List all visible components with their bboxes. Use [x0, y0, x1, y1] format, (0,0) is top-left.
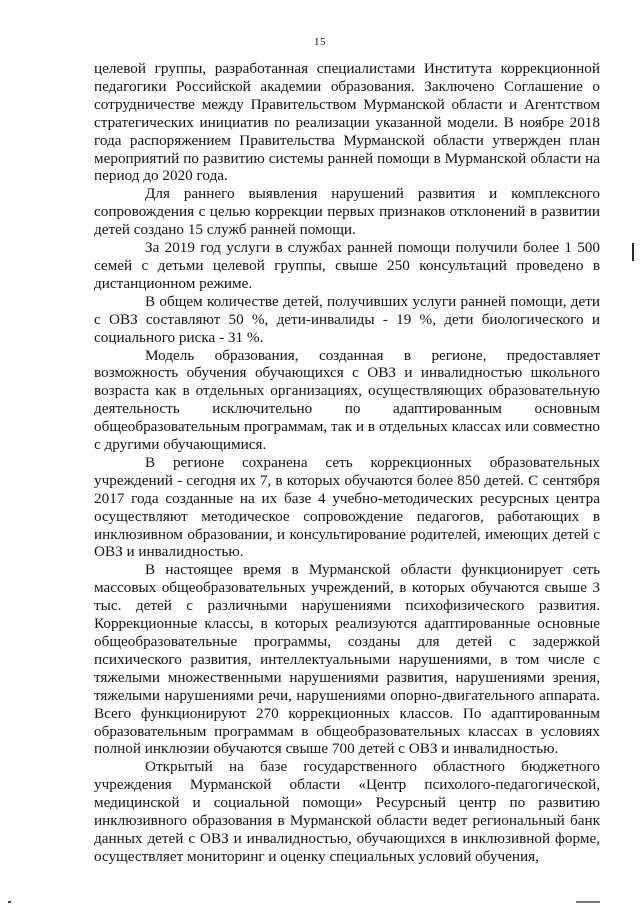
paragraph: За 2019 год услуги в службах ранней помощи получили более 1 500 семей с детьми целевой группы, свыше 250 консультаций проведено в дистанционном режиме.: [94, 239, 600, 292]
paragraph: В настоящее время в Мурманской области функционирует сеть массовых общеобразовательных учреждений, в которых обучаются свыше 3 тыс. детей с различными нарушениями психофизического развития. Коррекционные классы, в которых реализуются адаптированные основные общеобразовательные программы, созданы для детей с задержкой психического развития, интеллектуальными нарушениями, в том числе с тяжелыми множественными нарушениями развития, нарушениями зрения, тяжелыми нарушениями речи, нарушениями опорно-двигательного аппарата. Всего функционируют 270 коррекционных классов. По адаптированным образовательным программам в общеобразовательных классах в условиях полной инклюзии обучаются свыше 700 детей с ОВЗ и инвалидностью.: [94, 561, 600, 758]
paragraph-continued: целевой группы, разработанная специалистами Института коррекционной педагогики Российской академии образования. Заключено Соглашение о сотрудничестве между Правительством Мурманской области и Агентством стратегических инициатив по реализации указанной модели. В ноябре 2018 года распоряжением Правительства Мурманской области утвержден план мероприятий по развитию системы ранней помощи в Мурманской области на период до 2020 года.: [94, 60, 600, 185]
paragraph: В регионе сохранена сеть коррекционных образовательных учреждений - сегодня их 7, в которых обучаются более 850 детей. С сентября 2017 года созданные на их базе 4 учебно-методических ресурсных центра осуществляют методическое сопровождение педагогов, работающих в инклюзивном образовании, и консультирование родителей, имеющих детей с ОВЗ и инвалидностью.: [94, 453, 600, 561]
scan-speck: [576, 901, 600, 903]
page-number: 15: [314, 36, 326, 48]
document-body: [94, 60, 600, 866]
paragraph: В общем количестве детей, получивших услуги ранней помощи, дети с ОВЗ составляют 50 %, дети-инвалиды - 19 %, дети биологического и социального риска - 31 %.: [94, 292, 600, 346]
paragraph: Модель образования, созданная в регионе, предоставляет возможность обучения обучающихся с ОВЗ и инвалидностью школьного возраста как в отдельных организациях, осуществляющих образовательную деятельность исключительно по адаптированным основным общеобразовательным программам, так и в отдельных классах или совместно с другими обучающимися.: [94, 346, 600, 454]
scan-speck: [8, 901, 11, 903]
paragraph: Для раннего выявления нарушений развития и комплексного сопровождения с целью коррекции первых признаков отклонений в развитии детей создано 15 служб ранней помощи.: [94, 185, 600, 239]
scan-margin-mark: [632, 243, 634, 261]
paragraph: Открытый на базе государственного областного бюджетного учреждения Мурманской области «Центр психолого-педагогической, медицинской и социальной помощи» Ресурсный центр по развитию инклюзивного образования в Мурманской области ведет региональный банк данных детей с ОВЗ и инвалидностью, обучающихся в инклюзивной форме, осуществляет мониторинг и оценку специальных условий обучения,: [94, 758, 600, 865]
